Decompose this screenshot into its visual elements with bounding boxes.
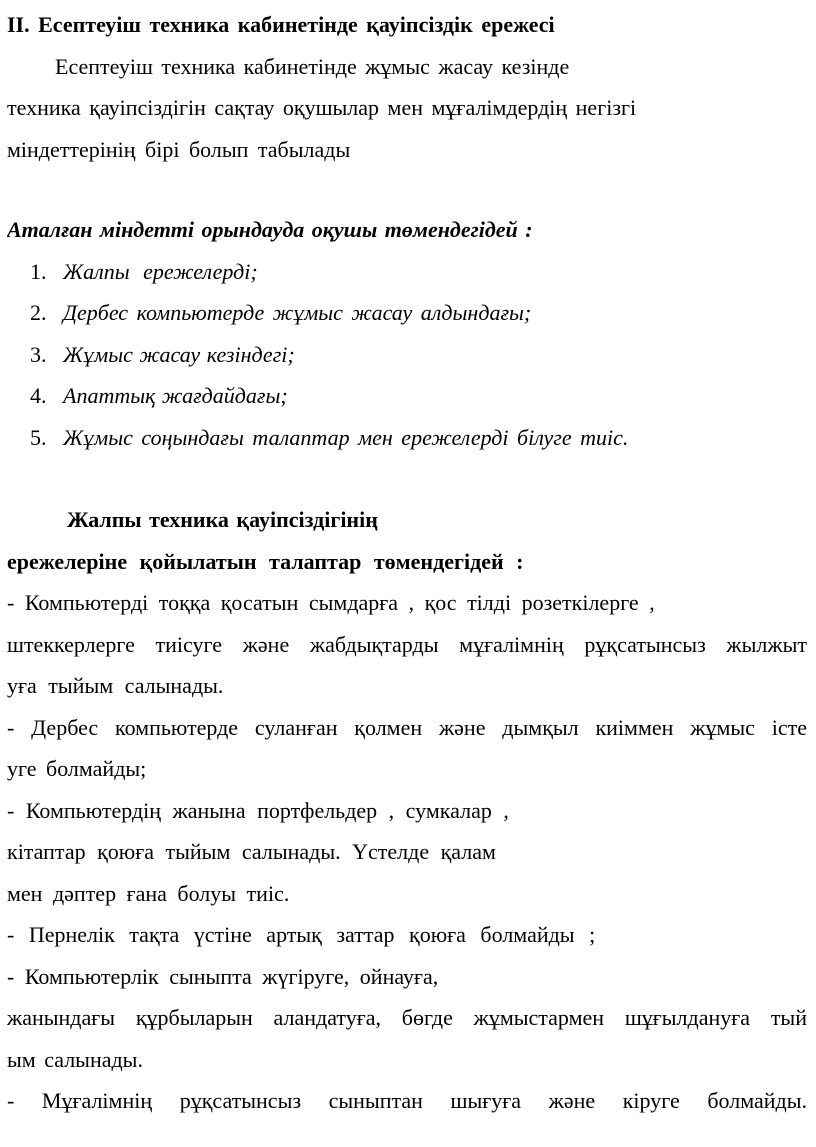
text-line: Есептеуіш техника кабинетінде жұмыс жасау кезінде — [55, 53, 570, 79]
duties-heading: Аталған міндетті орындауда оқушы төмендегідей : — [7, 217, 533, 242]
text-line: Жалпы техника қауіпсіздігінің — [67, 507, 378, 532]
text-line: - Дербес компьютерде суланған қолмен және дымқыл киіммен жұмыс істе — [7, 714, 807, 740]
text-line: кітаптар қоюға тыйым салынады. Үстелде қалам — [7, 839, 496, 864]
rules-heading — [7, 499, 807, 582]
text-line: міндеттерінің бірі болып табылады — [7, 136, 351, 162]
list-item-number: 1. — [30, 258, 47, 284]
text-line: жанындағы құрбыларын аландатуға, бөгде жұмыстармен шұғылдануға тый — [7, 1005, 807, 1030]
rules-body — [7, 582, 807, 1122]
list-item — [7, 375, 807, 417]
list-item-text: Жұмыс жасау кезіндегі; — [63, 341, 295, 367]
list-item-number: 2. — [30, 300, 47, 325]
list-item-number: 5. — [30, 424, 47, 450]
text-line: ым салынады. — [7, 1046, 143, 1072]
paragraph-spacer — [7, 458, 807, 499]
list-item — [7, 251, 807, 293]
text-line: мен дәптер ғана болуы тиіс. — [7, 880, 290, 906]
list-item — [7, 292, 807, 334]
list-item-number: 4. — [30, 383, 47, 408]
paragraph-spacer — [7, 170, 807, 209]
text-line: - Компьютердің жанына портфельдер , сумкалар , — [7, 797, 509, 823]
duties-list — [7, 251, 807, 459]
list-item-text: Жалпы ережелерді; — [63, 258, 258, 284]
text-line: - Пернелік тақта үстіне артық заттар қоюға болмайды ; — [7, 922, 596, 947]
text-line: уға тыйым салынады. — [7, 673, 224, 698]
list-item — [7, 334, 807, 376]
text-line: техника қауіпсіздігін сақтау оқушылар мен мұғалімдердің негізгі — [7, 95, 637, 120]
list-item-number: 3. — [30, 341, 47, 367]
text-line: - Компьютерді тоққа қосатын сымдарға , қос тілді розеткілерге , — [7, 590, 655, 615]
text-line: ережелеріне қойылатын талаптар төмендегідей : — [7, 548, 524, 574]
list-item-text: Дербес компьютерде жұмыс жасау алдындағы; — [63, 300, 532, 325]
document-title: II. Есептеуіш техника кабинетінде қауіпсіздік ережесі — [7, 12, 555, 37]
text-line: штеккерлерге тиісуге және жабдықтарды мұғалімнің рұқсатынсыз жылжыт — [7, 631, 807, 657]
list-item-text: Жұмыс соңындағы талаптар мен ережелерді білуге тиіс. — [63, 424, 629, 450]
intro-paragraph — [7, 46, 807, 171]
text-line: - Компьютерлік сыныпта жүгіруге, ойнауға, — [7, 963, 439, 989]
text-line: - Мұғалімнің рұқсатынсыз сыныптан шығуға және кіруге болмайды. — [7, 1088, 807, 1113]
list-item-text: Апаттық жағдайдағы; — [63, 383, 288, 408]
text-line: уге болмайды; — [7, 756, 147, 781]
list-item — [7, 417, 807, 459]
